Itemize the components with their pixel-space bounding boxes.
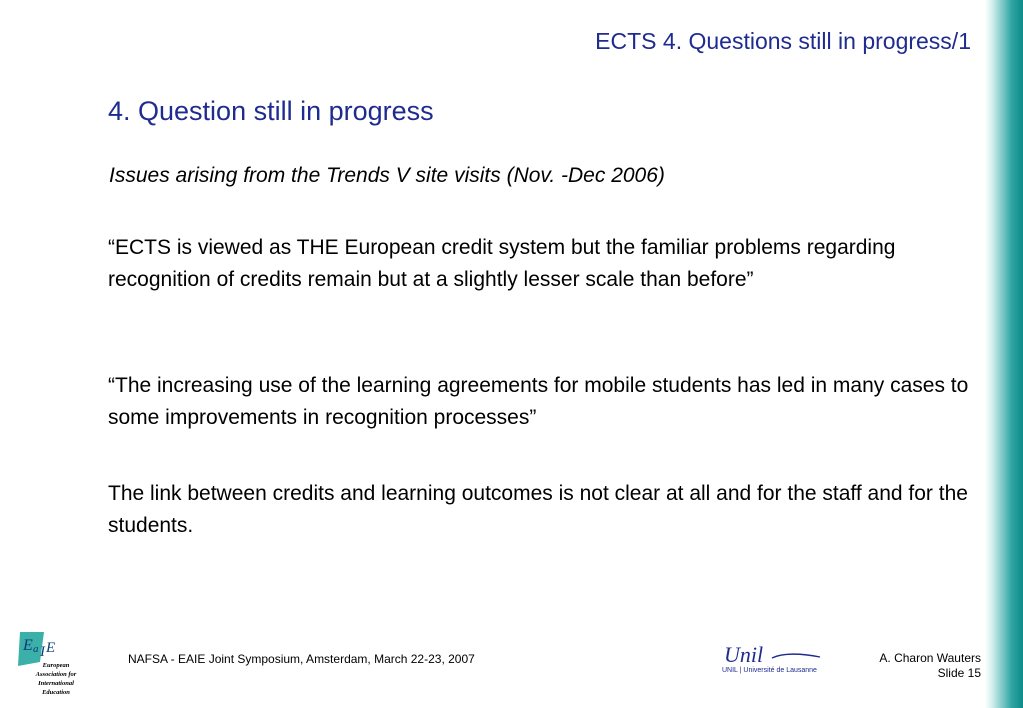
slide-number: Slide 15 (937, 666, 981, 680)
decorative-side-bar (985, 0, 1023, 708)
author-name: A. Charon Wauters (879, 651, 981, 665)
footer-author-block (879, 651, 981, 681)
subtitle: Issues arising from the Trends V site visits (Nov. -Dec 2006) (109, 164, 665, 187)
statement-paragraph: The link between credits and learning outcomes is not clear at all and for the staff and for the students. (108, 482, 968, 537)
svg-text:E: E (46, 640, 56, 656)
svg-text:Unil: Unil (724, 642, 764, 667)
unil-caption: UNIL | Université de Lausanne (722, 667, 817, 674)
footer-event-text: NAFSA - EAIE Joint Symposium, Amsterdam, March 22-23, 2007 (128, 652, 475, 666)
quote-paragraph-1: “ECTS is viewed as THE European credit system but the familiar problems regarding recognition of credits remain but at a slightly lesser scale than before” (108, 236, 896, 291)
slide-header-title: ECTS 4. Questions still in progress/1 (595, 28, 971, 54)
unil-logo (720, 640, 830, 680)
section-title: 4. Question still in progress (108, 96, 434, 126)
eaie-logo-text: European Association for International Education (35, 662, 77, 696)
svg-text:a: a (33, 643, 39, 655)
svg-text:E: E (23, 637, 33, 654)
svg-text:I: I (40, 644, 45, 660)
quote-paragraph-2: “The increasing use of the learning agreements for mobile students has led in many cases to some improvements in recognition processes” (108, 374, 969, 429)
